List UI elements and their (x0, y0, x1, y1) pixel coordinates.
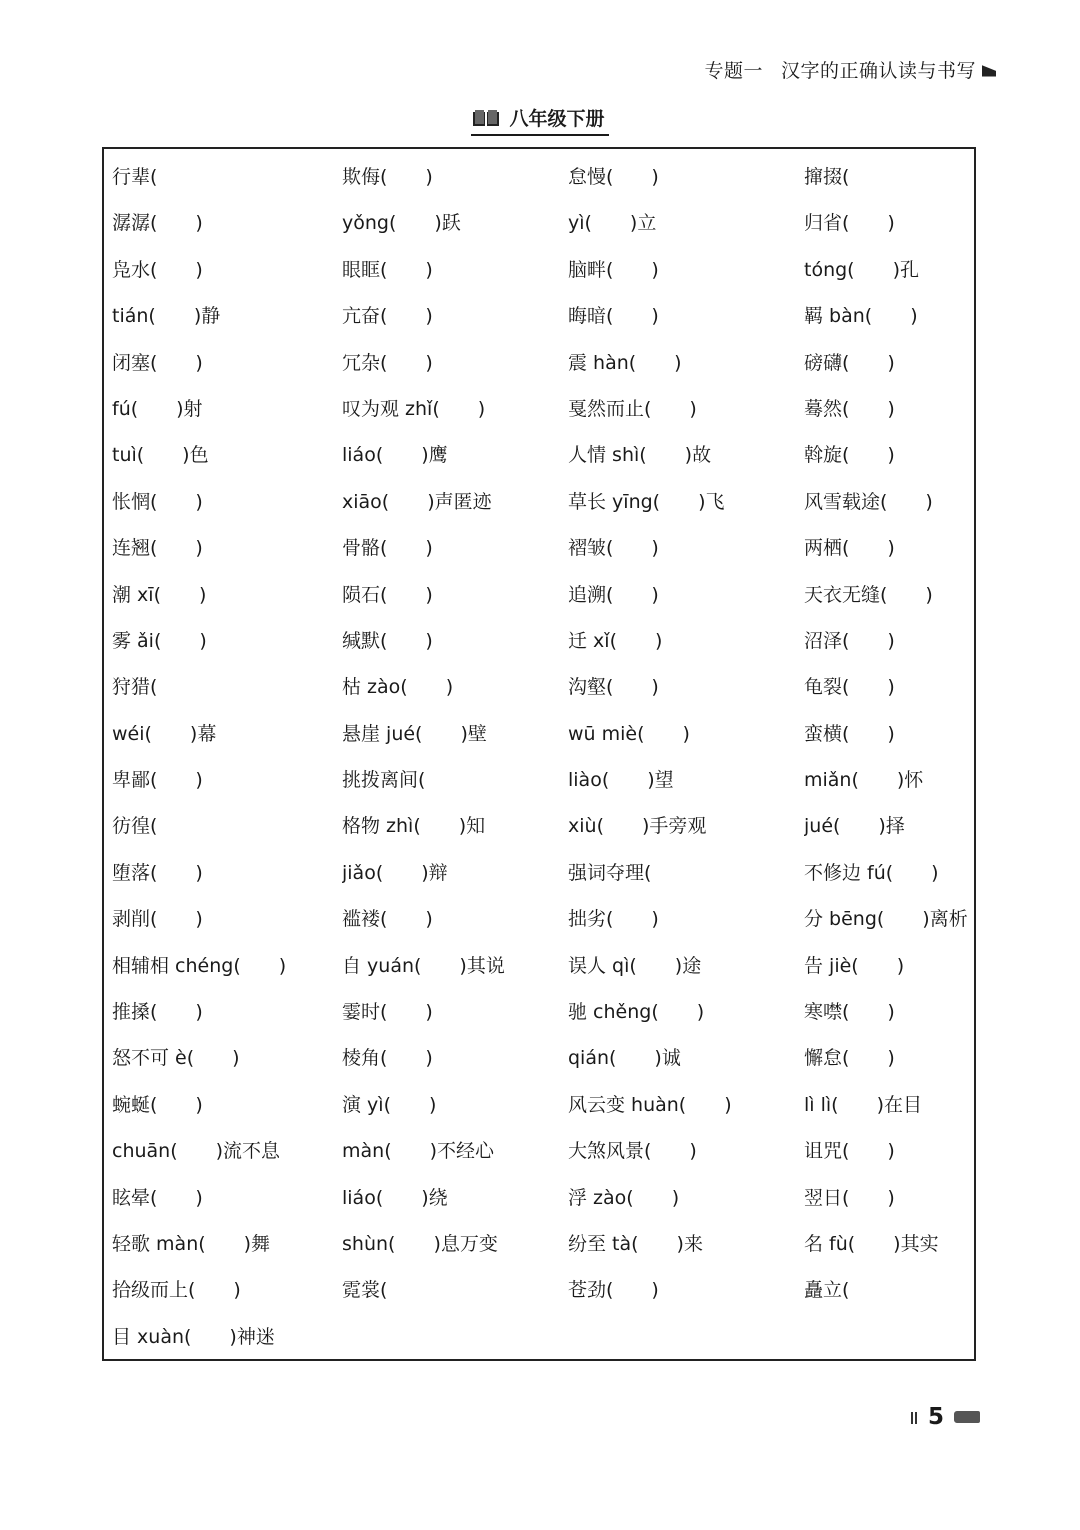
vocab-item: 驰 chěng( ) (568, 1001, 705, 1024)
vocab-item: 剥削( ) (112, 908, 203, 931)
vocab-item: 棱角( ) (342, 1047, 433, 1070)
vocab-item: 浮 zào( ) (568, 1186, 680, 1209)
vocab-item: 冗杂( ) (342, 351, 433, 374)
vocab-item: 羁 bàn( ) (804, 305, 918, 328)
section-title (0, 104, 1080, 136)
vocab-item: 相辅相 chéng( ) (112, 954, 287, 977)
vocab-item: chuān( )流不息 (112, 1140, 281, 1163)
vocab-item: 闭塞( ) (112, 351, 203, 374)
vocab-item: 陨石( ) (342, 583, 433, 606)
vocab-item: 推搡( ) (112, 1001, 203, 1024)
vocab-item: 叹为观 zhǐ( ) (342, 397, 486, 420)
vocab-item: 斡旋( ) (804, 444, 895, 467)
vocab-item: 怒不可 è( ) (112, 1047, 240, 1070)
vocab-item: màn( )不经心 (342, 1140, 495, 1163)
vocab-item: 戛然而止( ) (568, 397, 697, 420)
vocab-item: 分 bēng( )离析 (804, 908, 968, 931)
running-header (704, 56, 996, 83)
vocab-item: tóng( )孔 (804, 258, 920, 281)
vocab-item: 纷至 tà( )来 (568, 1232, 703, 1255)
vocab-item: liào( )望 (568, 769, 674, 792)
vocab-item: 告 jiè( ) (804, 954, 905, 977)
vocab-item: 怅惘( ) (112, 490, 203, 513)
vocab-item: 脑畔( ) (568, 258, 659, 281)
vocab-item: 眼眶( ) (342, 258, 433, 281)
vocab-item: 霎时( ) (342, 1001, 433, 1024)
vocab-item: 彷徨( (112, 815, 158, 838)
grade-volume-title: 八年级下册 (509, 108, 605, 130)
vocab-item: xiù( )手旁观 (568, 815, 707, 838)
vocab-item: 寒噤( ) (804, 1001, 895, 1024)
vocab-item: 怠慢( ) (568, 166, 659, 188)
vocab-item: lì lì( )在目 (804, 1093, 922, 1116)
vocab-item: 晦暗( ) (568, 305, 659, 328)
vocab-item: 潺潺( ) (112, 212, 203, 235)
vocab-item: liáo( )绕 (342, 1186, 448, 1209)
vocab-item: 褴褛( ) (342, 908, 433, 931)
vocab-item: 行辈( (112, 166, 158, 188)
vocab-item: 潮 xī( ) (112, 583, 207, 606)
page-number: 5 (927, 1404, 944, 1430)
vocab-item: 挑拨离间( (342, 769, 426, 792)
vocab-item: 沼泽( ) (804, 629, 895, 652)
vocab-item: 蛮横( ) (804, 722, 895, 745)
vocab-item: 磅礴( ) (804, 351, 895, 374)
vocab-item: 天衣无缝( ) (804, 583, 933, 606)
bars-icon (910, 1409, 920, 1425)
vocab-item: 龟裂( ) (804, 676, 895, 699)
vocab-item: 懈怠( ) (804, 1047, 895, 1070)
vocab-item: 拙劣( ) (568, 908, 659, 931)
vocab-item: 诅咒( ) (804, 1140, 895, 1163)
vocab-item: 眩晕( ) (112, 1186, 203, 1209)
vocab-item: 格物 zhì( )知 (342, 815, 486, 838)
topic-label: 专题一 (704, 60, 763, 82)
vocab-item: xiāo( )声匿迹 (342, 490, 492, 513)
vocab-item: 大煞风景( ) (568, 1140, 697, 1163)
vocab-item: wū miè( ) (568, 722, 690, 745)
vocab-item: 连翘( ) (112, 537, 203, 560)
vocab-item: 褶皱( ) (568, 537, 659, 560)
page-tab-icon (954, 1411, 980, 1423)
vocab-item: 草长 yīng( )飞 (568, 490, 725, 513)
vocab-item: 悬崖 jué( )壁 (342, 722, 487, 745)
vocab-item: yì( )立 (568, 212, 657, 235)
vocab-item: 翌日( ) (804, 1186, 895, 1209)
vocab-item: 不修边 fú( ) (804, 861, 939, 884)
vocab-item: tuì( )色 (112, 444, 209, 467)
vocab-item: 震 hàn( ) (568, 351, 682, 374)
vocab-item: 轻歌 màn( )舞 (112, 1232, 271, 1255)
vocab-item: jiǎo( )辩 (342, 861, 448, 884)
vocab-item: tián( )静 (112, 305, 221, 328)
vocab-item: 枯 zào( ) (342, 676, 454, 699)
vocab-item: 卑鄙( ) (112, 769, 203, 792)
vocab-item: 两栖( ) (804, 537, 895, 560)
vocab-item: 演 yì( ) (342, 1093, 437, 1116)
vocab-item: wéi( )幕 (112, 722, 217, 745)
vocab-item: 蓦然( ) (804, 397, 895, 420)
vocab-item: 沟壑( ) (568, 676, 659, 699)
vocab-item: 归省( ) (804, 212, 895, 235)
vocab-item: 霓裳( (342, 1279, 388, 1302)
page-footer (910, 1404, 980, 1430)
vocab-item: liáo( )鹰 (342, 444, 448, 467)
vocab-item: qián( )诚 (568, 1047, 681, 1070)
vocab-item: 强词夺理( (568, 861, 652, 884)
vocab-item: 亢奋( ) (342, 305, 433, 328)
vocab-item: 追溯( ) (568, 583, 659, 606)
corner-mark-icon (982, 63, 996, 77)
vocab-item: 迁 xǐ( ) (568, 629, 663, 652)
vocab-item: 欺侮( ) (342, 166, 433, 188)
vocab-item: miǎn( )怀 (804, 769, 924, 792)
vocab-item: jué( )择 (804, 815, 905, 838)
vocab-item: 雾 ǎi( ) (112, 629, 207, 652)
vocab-item: 蜿蜒( ) (112, 1093, 203, 1116)
vocab-item: 堕落( ) (112, 861, 203, 884)
vocab-item: yǒng( )跃 (342, 212, 461, 235)
vocab-item: fú( )射 (112, 397, 203, 420)
vocab-item: 自 yuán( )其说 (342, 954, 505, 977)
vocab-item: 狩猎( (112, 676, 158, 699)
book-icon (471, 108, 501, 128)
vocab-item: 矗立( (804, 1279, 850, 1302)
vocab-item: 骨骼( ) (342, 537, 433, 560)
vocab-item: 拾级而上( ) (112, 1279, 241, 1302)
vocab-item: 缄默( ) (342, 629, 433, 652)
vocab-item: 风云变 huàn( ) (568, 1093, 732, 1116)
chapter-title: 汉字的正确认读与书写 (780, 60, 976, 82)
vocab-item: 苍劲( ) (568, 1279, 659, 1302)
vocab-item: 人情 shì( )故 (568, 444, 712, 467)
vocabulary-grid (112, 154, 974, 1360)
vocab-item: 风雪载途( ) (804, 490, 933, 513)
vocab-item: 目 xuàn( )神迷 (112, 1325, 275, 1348)
vocab-item: 误人 qì( )途 (568, 954, 702, 977)
vocab-item: 凫水( ) (112, 258, 203, 281)
vocabulary-box (102, 147, 976, 1361)
vocab-item: 名 fù( )其实 (804, 1232, 939, 1255)
vocab-item: shùn( )息万变 (342, 1232, 498, 1255)
vocab-item: 撺掇( (804, 166, 850, 188)
